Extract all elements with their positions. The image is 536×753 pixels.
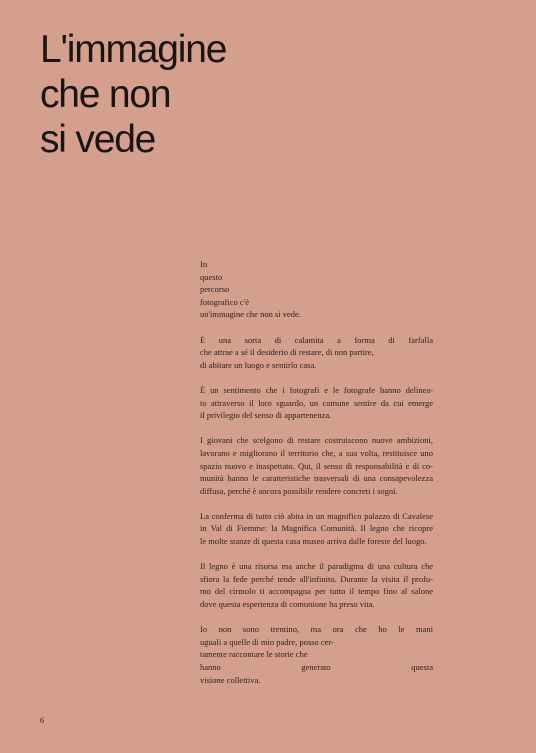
text-line: tamente raccontare le storie che — [200, 649, 308, 660]
text-line: hanno generato questa — [200, 662, 433, 672]
text-line: munità hanno le caratteristiche trasversali di una consapevolezza — [200, 473, 433, 484]
title-line: che non — [40, 73, 171, 116]
text-line: spazio nuovo e inaspettato. Qui, il senso di responsabilità e di co- — [200, 460, 433, 471]
text-line: questo — [200, 271, 223, 282]
text-line: La conferma di tutto ciò abita in un magnifico palazzo di Cavalese — [200, 510, 433, 521]
title-line: L'immagine — [40, 28, 227, 71]
paragraph — [200, 510, 433, 548]
text-line: I giovani che scelgono di restare costruiscono nuove ambizioni, — [200, 435, 433, 446]
text-line: in Val di Fiemme: la Magnifica Comunità. Il legno che ricopre — [200, 523, 433, 534]
text-line: È un sentimento che i fotografi e le fotografe hanno delinea- — [200, 384, 433, 395]
paragraph — [200, 434, 433, 497]
text-line: di abitare un luogo e sentirlo casa. — [200, 359, 317, 370]
text-line: Io non sono trentino, ma ora che ho le mani — [200, 624, 433, 635]
paragraph — [200, 334, 433, 372]
text-line: un'immagine che non si vede. — [200, 309, 301, 320]
text-line: È una sorta di calamita a forma di farfalla — [200, 334, 433, 345]
body-text — [200, 258, 433, 699]
text-line: diffusa, perché è ancora possibile rendere concreti i sogni. — [200, 485, 398, 496]
title-line: si vede — [40, 118, 156, 161]
text-line: In — [200, 259, 208, 269]
paragraph — [200, 560, 433, 610]
text-line: percorso — [200, 284, 230, 295]
text-line: uguali a quelle di mio padre, posso cer- — [200, 636, 334, 647]
text-line: mo del cirmolo ti accompagna per tutto il tempo fino al salone — [200, 586, 433, 597]
page-title — [40, 27, 226, 162]
text-line: le molte stanze di questa casa museo arriva dalle foreste del luogo. — [200, 536, 427, 547]
text-line: visione collettiva. — [200, 674, 261, 685]
text-line: sfiora la fede perché tende all'infinito. Durante la visita il profu- — [200, 573, 433, 584]
paragraph — [200, 384, 433, 422]
text-line: lavorano e migliorano il territorio che, a sua volta, restituisce uno — [200, 447, 433, 458]
text-line: dove questa esperienza di comunione ha preso vita. — [200, 599, 375, 610]
text-line: che attrae a sé il desiderio di restare, di non partire, — [200, 347, 374, 358]
text-line: to attraverso il loro sguardo, un comune sentire da cui emerge — [200, 397, 433, 408]
text-line: il privilegio del senso di appartenenza. — [200, 410, 332, 421]
page-number: 6 — [40, 716, 44, 725]
text-line: Il legno è una risorsa ma anche il paradigma di una cultura che — [200, 561, 433, 572]
paragraph — [200, 258, 433, 321]
text-line: fotografico c'è — [200, 296, 249, 307]
paragraph — [200, 623, 433, 686]
